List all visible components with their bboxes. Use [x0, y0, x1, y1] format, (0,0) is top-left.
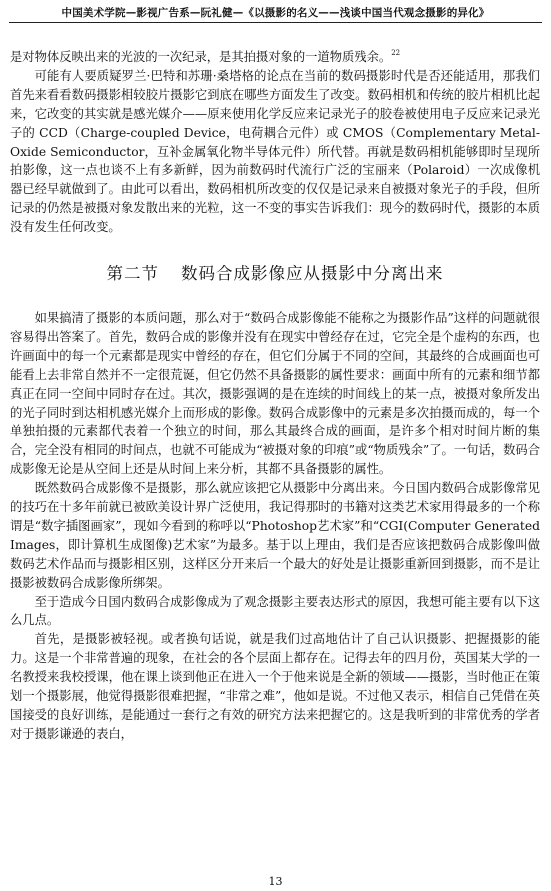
- paragraph: 首先，是摄影被轻视。或者换句话说，就是我们过高地估计了自己认识摄影、把握摄影的能力。这是一个非常普遍的现象，在社会的各个层面上都存在。记得去年的四月份，英国某大学的一名教授来我校授课，他在课上谈到他正在进入一个于他来说是全新的领域——摄影，当时他正在策划一个摄影展，他觉得摄影很难把握，“非常之难”，他如是说。不过他又表示，相信自己凭借在英国接受的良好训练，是能通过一套行之有效的研究方法来把握它的。这是我听到的非常优秀的学者对于摄影谦逊的表白，: [10, 632, 540, 741]
- section-heading: [10, 265, 540, 284]
- section-title: 数码合成影像应从摄影中分离出来: [181, 264, 444, 284]
- page-body: [10, 48, 540, 744]
- running-header: 中国美术学院—影视广告系—阮礼健—《以摄影的名义——浅谈中国当代观念摄影的异化》: [61, 7, 490, 19]
- paragraph: 至于造成今日国内数码合成影像成为了观念摄影主要表达形式的原因，我想可能主要有以下这么几点。: [10, 594, 540, 628]
- footnote-marker: 22: [391, 49, 401, 57]
- paragraph-text: 是对物体反映出来的光波的一次纪录，是其拍摄对象的一道物质残余。: [10, 50, 392, 64]
- page-number: 13: [268, 875, 283, 888]
- paragraph: 既然数码合成影像不是摄影，那么就应该把它从摄影中分离出来。今日国内数码合成影像常见的技巧在十多年前就已被欧美设计界广泛使用，我记得那时的书籍对这类艺术家用得最多的一个称谓是“数字插图画家”，现如今看到的称呼以“Photoshop艺术家”和“CGI(Computer Generated Images，即计算机生成图像)艺术家”为最多。基于以上理由，我们是否应该把数码合成影像叫做数码艺术作品而与摄影相区别，这样区分开来后一个最大的好处是让摄影重新回到摄影，而不是让摄影被数码合成影像所绑架。: [10, 481, 540, 590]
- paragraph: [10, 48, 540, 67]
- paragraph: 可能有人要质疑罗兰·巴特和苏珊·桑塔格的论点在当前的数码摄影时代是否还能适用，那我们首先来看看数码摄影相较胶片摄影它到底在哪些方面发生了改变。数码相机和传统的胶片相机比起来，它改变的其实就是感光媒介——原来使用化学反应来记录光子的胶卷被使用电子反应来记录光子的 CCD（Charge-coupled Device，电荷耦合元件）或 CMOS（Complementary Metal-Oxide Semiconductor，互补金属氧化物半导体元件）所代替。再就是数码相机能够即时呈现所拍影像，这一点也谈不上有多新鲜，因为前数码时代流行广泛的宝丽来（Polaroid）一次成像机器已经早就做到了。由此可以看出，数码相机所改变的仅仅是记录来自被摄对象光子的手段，但所记录的仍然是被摄对象发散出来的光粒，这一不变的事实告诉我们：现今的数码时代，摄影的本质没有发生任何改变。: [10, 68, 540, 235]
- header-divider: [9, 22, 542, 23]
- section-number: 第二节: [106, 264, 159, 284]
- paragraph: 如果搞清了摄影的本质问题，那么对于“数码合成影像能不能称之为摄影作品”这样的问题就很容易得出答案了。首先，数码合成的影像并没有在现实中曾经存在过，它完全是个虚构的东西，也许画面中的每一个元素都是现实中曾经的存在，但它们分属于不同的空间，其最终的合成画面也可能看上去非常自然并不一定很荒诞，但它仍然不具备摄影的属性要求：画面中所有的元素和细节都真正在同一空间中同时存在过。其次，摄影强调的是在连续的时间线上的某一点，被摄对象所发出的光子同时到达相机感光媒介上而形成的影像。数码合成影像中的元素是多次拍摄而成的，每一个单独拍摄的元素都代表着一个独立的时间，那么其最终合成的画面，是许多个相对时间片断的集合，完全没有相同的时间点，也就不可能成为“被摄对象的印痕”或“物质残余”了。一句话，数码合成影像无论是从空间上还是从时间上来分析，其都不具备摄影的属性。: [10, 310, 540, 477]
